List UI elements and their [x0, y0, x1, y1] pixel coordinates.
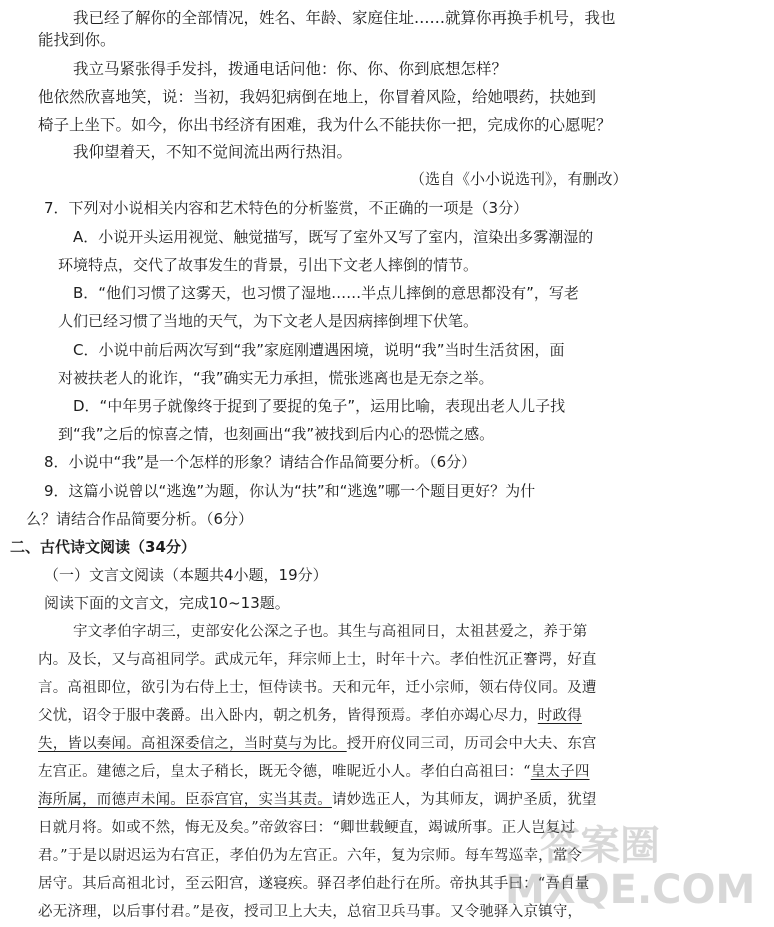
classical-text: 必无济理，以后事付君。”是夜，授司卫上大夫，总宿卫兵马事。又令驰驿入京镇守， — [38, 904, 583, 920]
option-c: C．小说中前后两次写到“我”家庭刚遭遇困境，说明“我”当时生活贫困，面 — [73, 341, 565, 359]
story-line: 我已经了解你的全部情况，姓名、年龄、家庭住址……就算你再换手机号，我也 — [73, 9, 616, 27]
classical-text: 请妙选正人，为其师友，调护圣质，犹望 — [332, 792, 597, 808]
option-d: D．“中年男子就像终于捉到了要捉的兔子”，运用比喻，表现出老人儿子找 — [73, 397, 566, 415]
option-b: B．“他们习惯了这雾天，也习惯了湿地……半点儿摔倒的意思都没有”，写老 — [73, 284, 579, 302]
option-b-cont: 人们已经习惯了当地的天气，为下文老人是因病摔倒埋下伏笔。 — [58, 312, 479, 330]
watermark: 答案圈 MXQE.COM — [505, 823, 756, 913]
story-line: 椅子上坐下。如今，你出书经济有困难，我为什么不能扶你一把，完成你的心愿呢？ — [38, 116, 612, 134]
classical-text: 宇文孝伯字胡三，吏部安化公深之子也。其生与高祖同日，太祖甚爱之，养于第 — [73, 624, 588, 640]
classical-line — [38, 645, 739, 675]
option-c-cont: 对被扶老人的讹诈，“我”确实无力承担，慌张逃离也是无奈之举。 — [58, 369, 494, 387]
option-a-cont: 环境特点，交代了故事发生的背景，引出下文老人摔倒的情节。 — [58, 256, 479, 274]
story-line: 我立马紧张得手发抖，拨通电话问他：你、你、你到底想怎样？ — [73, 60, 508, 78]
classical-line — [73, 617, 774, 647]
instruction: 阅读下面的文言文，完成10~13题。 — [44, 594, 290, 612]
question-7: 7．下列对小说相关内容和艺术特色的分析鉴赏，不正确的一项是（3分） — [44, 199, 529, 217]
story-line: 他依然欣喜地笑，说：当初，我妈犯病倒在地上，你冒着风险，给她喂药，扶她到 — [38, 88, 597, 106]
question-8: 8．小说中“我”是一个怎样的形象？请结合作品简要分析。（6分） — [44, 453, 477, 471]
story-line: 我仰望着天，不知不觉间流出两行热泪。 — [73, 143, 353, 161]
classical-line — [38, 729, 739, 759]
classical-line — [38, 785, 739, 815]
classical-text: 言。高祖即位，欲引为右侍上士，恒侍读书。天和元年，迁小宗师，领右侍仪同。及遭 — [38, 680, 597, 696]
classical-text: 内。及长，又与高祖同学。武成元年，拜宗师上士，时年十六。孝伯性沉正謇谔，好直 — [38, 652, 597, 668]
story-source: （选自《小小说选刊》，有删改） — [410, 170, 628, 188]
subsection-title: （一）文言文阅读（本题共4小题，19分） — [44, 566, 328, 584]
option-d-cont: 到“我”之后的惊喜之情，也刻画出“我”被找到后内心的恐慌之感。 — [58, 425, 495, 443]
classical-text: 左宫正。建德之后，皇太子稍长，既无令德，唯昵近小人。孝伯白高祖曰：“ — [38, 764, 531, 780]
classical-text: 君。”于是以尉迟运为右宫正，孝伯仍为左宫正。六年，复为宗师。每车驾巡幸，常令 — [38, 848, 583, 864]
classical-text: 父忧，诏令于服中袭爵。出入卧内，朝之机务，皆得预焉。孝伯亦竭心尽力， — [38, 708, 538, 724]
question-9: 9．这篇小说曾以“逃逸”为题，你认为“扶”和“逃逸”哪一个题目更好？为什 — [44, 482, 536, 500]
underlined-sentence: 时政得 — [537, 708, 582, 724]
question-9-cont: 么？请结合作品简要分析。（6分） — [26, 510, 254, 528]
option-a: A．小说开头运用视觉、触觉描写，既写了室外又写了室内，渲染出多雾潮湿的 — [73, 228, 594, 246]
classical-text: 日就月将。如或不然，悔无及矣。”帝敛容曰：“卿世载鲠直，竭诚所事。正人岂复过 — [38, 820, 576, 836]
story-line: 能找到你。 — [38, 31, 116, 49]
section-title: 二、古代诗文阅读（34分） — [10, 538, 196, 556]
classical-line — [38, 673, 739, 703]
underlined-sentence: 皇太子四 — [530, 764, 590, 780]
classical-line — [38, 757, 739, 787]
classical-line — [38, 701, 739, 731]
classical-text: 授开府仪同三司，历司会中大夫、东宫 — [346, 736, 597, 752]
underlined-sentence: 失，皆以奏闻。高祖深委信之，当时莫与为比。 — [38, 736, 347, 752]
classical-text: 居守。其后高祖北讨，至云阳宫，遂寝疾。驿召孝伯赴行在所。帝执其手曰：“吾自量 — [38, 876, 590, 892]
underlined-sentence: 海所属，而德声未闻。臣忝宫官，实当其责。 — [38, 792, 332, 808]
